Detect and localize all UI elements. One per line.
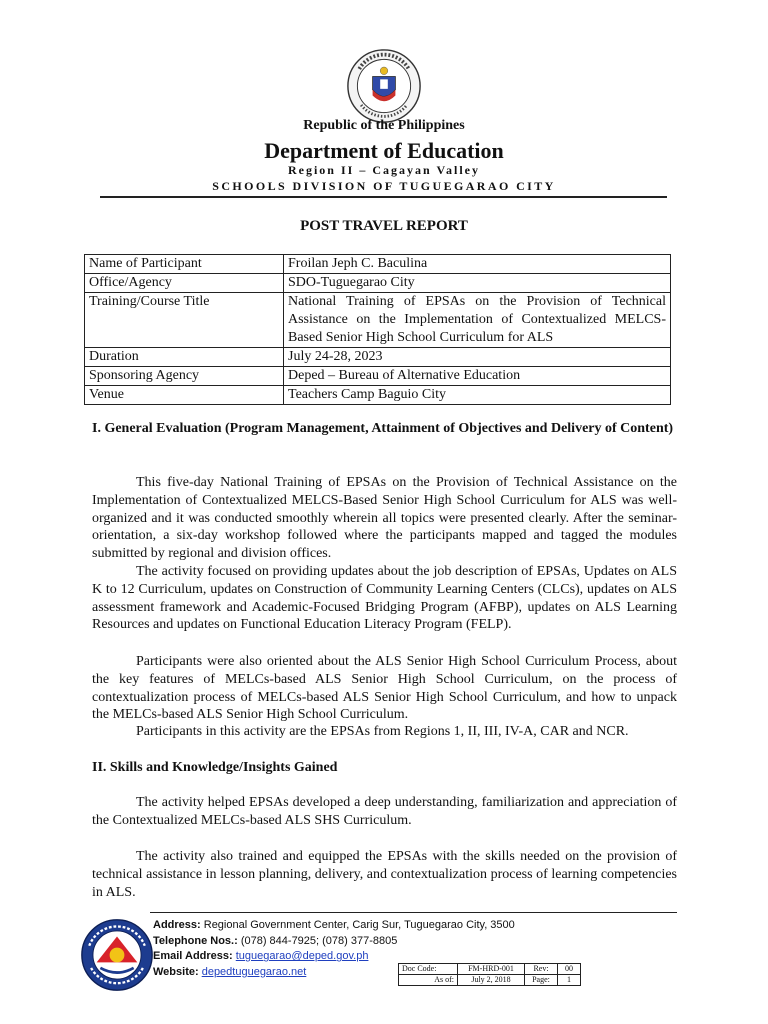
row-value: Teachers Camp Baguio City bbox=[284, 386, 671, 405]
rev-label: Rev: bbox=[525, 964, 558, 975]
row-value: Deped – Bureau of Alternative Education bbox=[284, 367, 671, 386]
division-seal-logo bbox=[80, 918, 154, 992]
email-link[interactable]: tuguegarao@deped.gov.ph bbox=[235, 950, 369, 963]
header-divider bbox=[100, 196, 667, 198]
telephone-line bbox=[153, 934, 515, 950]
table-row bbox=[85, 255, 671, 274]
row-value: Froilan Jeph C. Baculina bbox=[284, 255, 671, 274]
row-value: July 24-28, 2023 bbox=[284, 348, 671, 367]
address-value: Regional Government Center, Carig Sur, Tuguegarao City, 3500 bbox=[203, 919, 515, 931]
section-2-paragraph-1: The activity helped EPSAs developed a deep understanding, familiarization and appreciation of the Contextualized MELCs-based ALS SHS Curriculum. bbox=[92, 795, 677, 828]
table-row bbox=[85, 367, 671, 386]
section-1-paragraph-3: Participants were also oriented about the ALS Senior High School Curriculum Process, about the key features of MELCs-based ALS Senior High School Curriculum, on the process of contextualization process of MELCs-based ALS Senior High School Curriculum, and how to unpack the MELCs-based ALS Senior High School Curriculum. bbox=[92, 654, 677, 723]
website-link[interactable]: depedtuguegarao.net bbox=[201, 965, 307, 978]
address-label: Address: bbox=[153, 919, 201, 931]
row-value: SDO-Tuguegarao City bbox=[284, 274, 671, 293]
section-1-paragraph-1: This five-day National Training of EPSAs on the Provision of Technical Assistance on the Implementation of Contextualized MELCS-Based Senior High School Curriculum for ALS was well-organized and it was conducted smoothly wherein all topics were presented clearly. After the seminar-orientation, a six-day workshop followed where the participants mapped and tagged the modules submitted by regional and division offices. bbox=[92, 475, 677, 562]
telephone-value: (078) 844-7925; (078) 377-8805 bbox=[240, 934, 398, 947]
document-control-table bbox=[398, 963, 581, 986]
row-label: Office/Agency bbox=[85, 274, 284, 293]
region-label: Region II – Cagayan Valley bbox=[287, 163, 481, 177]
report-title: POST TRAVEL REPORT bbox=[300, 218, 468, 234]
section-2-paragraph-2: The activity also trained and equipped the EPSAs with the skills needed on the provision of technical assistance in lesson planning, delivery, and contextualization process of learning competencies in ALS. bbox=[92, 849, 677, 900]
section-2-heading: II. Skills and Knowledge/Insights Gained bbox=[92, 760, 338, 775]
table-row bbox=[399, 975, 581, 986]
row-label: Training/Course Title bbox=[85, 293, 284, 348]
email-label: Email Address: bbox=[153, 950, 233, 963]
row-label: Duration bbox=[85, 348, 284, 367]
section-1-paragraph-4: Participants in this activity are the EPSAs from Regions 1, II, III, IV-A, CAR and NCR. bbox=[136, 724, 629, 739]
doc-code-label: Doc Code: bbox=[399, 964, 458, 975]
section-1-heading: I. General Evaluation (Program Management, Attainment of Objectives and Delivery of Content) bbox=[92, 421, 674, 436]
participant-info-table bbox=[84, 254, 671, 405]
row-label: Sponsoring Agency bbox=[85, 367, 284, 386]
table-row bbox=[85, 348, 671, 367]
deped-seal-logo bbox=[346, 48, 422, 124]
row-label: Venue bbox=[85, 386, 284, 405]
table-row bbox=[85, 274, 671, 293]
footer-divider bbox=[150, 912, 677, 913]
table-row bbox=[85, 293, 671, 348]
row-label: Name of Participant bbox=[85, 255, 284, 274]
division-label: SCHOOLS DIVISION OF TUGUEGARAO CITY bbox=[212, 179, 556, 193]
telephone-label: Telephone Nos.: bbox=[153, 934, 238, 947]
page-value: 1 bbox=[558, 975, 581, 986]
table-row bbox=[85, 386, 671, 405]
website-label: Website: bbox=[153, 965, 199, 978]
doc-code-value: FM-HRD-001 bbox=[458, 964, 525, 975]
department-title: Department of Education bbox=[264, 138, 504, 163]
as-of-label: As of: bbox=[399, 975, 458, 986]
page-label: Page: bbox=[525, 975, 558, 986]
republic-label: Republic of the Philippines bbox=[303, 118, 465, 133]
as-of-value: July 2, 2018 bbox=[458, 975, 525, 986]
rev-value: 00 bbox=[558, 964, 581, 975]
row-value: National Training of EPSAs on the Provision of Technical Assistance on the Implementation of Contextualized MELCS-Based Senior High School Curriculum for ALS bbox=[284, 293, 671, 348]
table-row bbox=[399, 964, 581, 975]
address-line bbox=[153, 918, 515, 934]
section-1-paragraph-2: The activity focused on providing updates about the job description of EPSAs, Updates on ALS K to 12 Curriculum, updates on Construction of Community Learning Centers (CLCs), updates on ALS assessment framework and Academic-Focused Bridging Program (AFBP), updates on ALS Learning Resources and updates on Functional Education Literacy Program (FELP). bbox=[92, 564, 677, 633]
